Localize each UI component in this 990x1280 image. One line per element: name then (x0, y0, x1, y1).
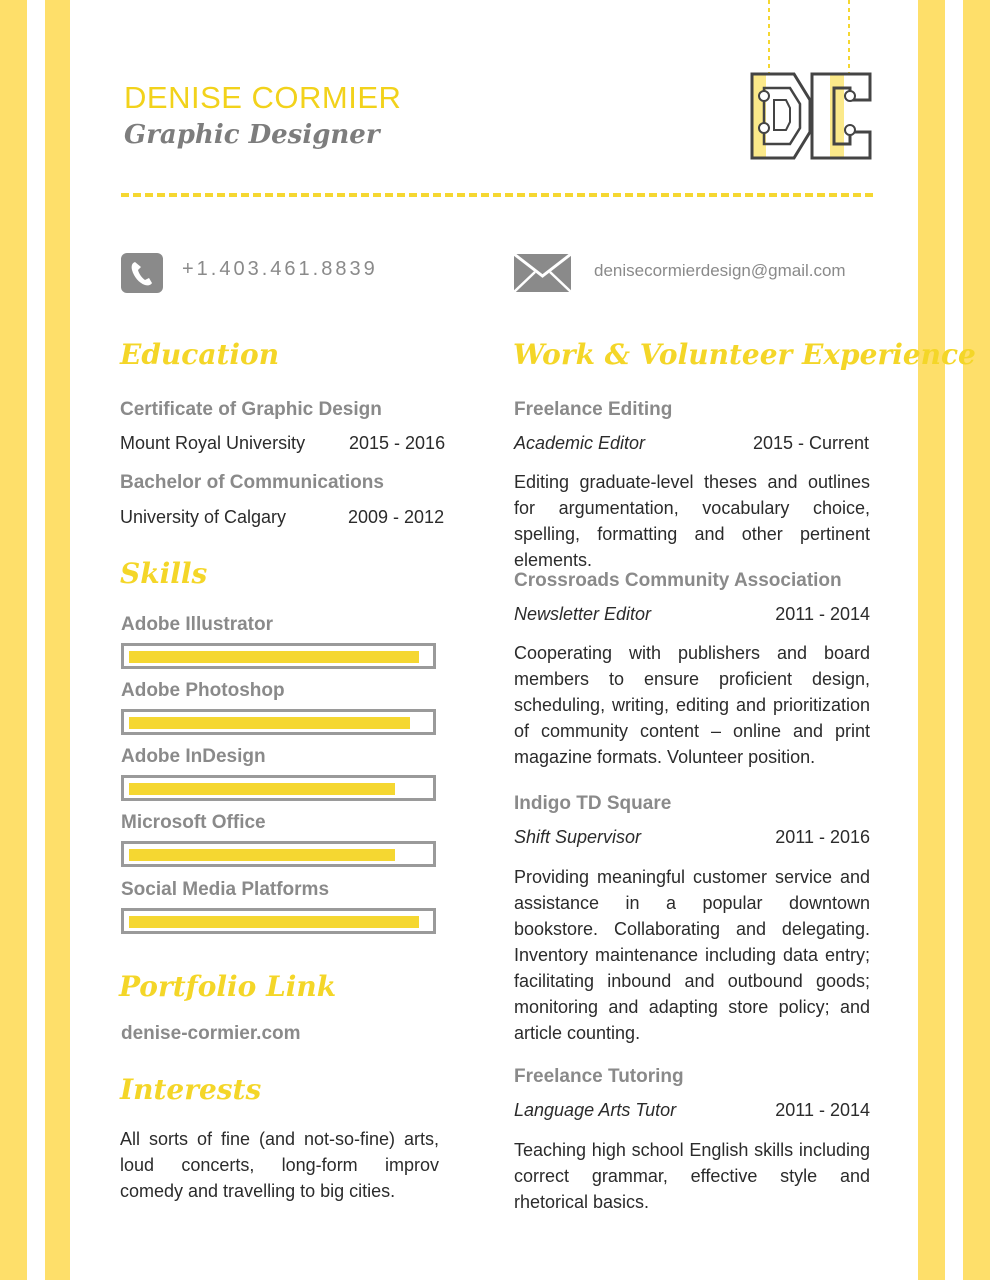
skill-name: Adobe Illustrator (121, 614, 274, 635)
experience-years-4: 2011 - 2014 (775, 1100, 870, 1120)
experience-org-3: Indigo TD Square (514, 793, 672, 814)
job-title: Graphic Designer (124, 120, 380, 150)
experience-desc-3: Providing meaningful customer service and assistance in a popular downtown bookstore. Collaborating and delegating. Inventory maintenance including data entry; facilitating inbound and outbound goods; monitoring and adapting store policy; and article counting. (514, 867, 870, 1043)
right-inner-stripe (918, 0, 945, 1280)
envelope-icon (514, 254, 571, 292)
experience-org-4: Freelance Tutoring (514, 1066, 684, 1087)
skill-name: Social Media Platforms (121, 879, 330, 900)
right-outer-stripe (963, 0, 990, 1280)
skill-name: Adobe Photoshop (121, 680, 285, 701)
experience-years-1: 2015 - Current (752, 433, 869, 453)
experience-desc-1: Editing graduate-level theses and outlines for argumentation, vocabulary choice, spelling, formatting and other pertinent elements. (514, 472, 870, 570)
skill-bar-fill (129, 849, 395, 861)
experience-desc-2: Cooperating with publishers and board members to ensure proficient design, scheduling, writing, editing and prioritization of community content – online and print magazine formats. Volunteer position. (514, 643, 870, 767)
experience-role-2: Newsletter Editor (514, 604, 652, 624)
portfolio-link[interactable]: denise-cormier.com (121, 1023, 301, 1044)
portfolio-heading: Portfolio Link (119, 970, 337, 1003)
experience-role-3: Shift Supervisor (514, 827, 642, 847)
skills-heading: Skills (120, 557, 208, 590)
phone-icon (121, 253, 163, 293)
experience-role-1: Academic Editor (514, 433, 646, 453)
left-outer-stripe (0, 0, 27, 1280)
skill-bar-fill (129, 717, 410, 729)
skill-bar-fill (129, 783, 395, 795)
skill-name: Microsoft Office (121, 812, 266, 833)
experience-desc-4: Teaching high school English skills including correct grammar, effective style and rhetorical basics. (514, 1140, 870, 1212)
education-years-1: 2015 - 2016 (349, 433, 446, 453)
experience-role-4: Language Arts Tutor (514, 1100, 677, 1120)
experience-years-3: 2011 - 2016 (775, 827, 870, 847)
candidate-name: DENISE CORMIER (124, 80, 402, 115)
education-school-2: University of Calgary (120, 507, 287, 527)
phone-number[interactable]: +1.403.461.8839 (182, 258, 378, 280)
interests-heading: Interests (120, 1073, 262, 1106)
education-years-2: 2009 - 2012 (348, 507, 445, 527)
skill-bar (121, 908, 436, 934)
education-heading: Education (120, 338, 280, 371)
experience-org-1: Freelance Editing (514, 399, 673, 420)
dc-logo-icon (750, 0, 872, 162)
left-inner-stripe (45, 0, 70, 1280)
email-address[interactable]: denisecormierdesign@gmail.com (594, 261, 846, 280)
education-school-1: Mount Royal University (120, 433, 306, 453)
skill-bar (121, 775, 436, 801)
skill-bar (121, 643, 436, 669)
experience-heading: Work & Volunteer Experience (513, 338, 976, 371)
interests-text: All sorts of fine (and not-so-fine) arts, loud concerts, long-form improv comedy and travelling to big cities. (120, 1129, 439, 1201)
skill-bar (121, 841, 436, 867)
skill-bar-fill (129, 651, 419, 663)
experience-org-2: Crossroads Community Association (514, 570, 842, 591)
skill-bar-fill (129, 916, 419, 928)
education-degree-1: Certificate of Graphic Design (120, 399, 382, 420)
experience-years-2: 2011 - 2014 (775, 604, 870, 624)
skill-bar (121, 709, 436, 735)
education-degree-2: Bachelor of Communications (120, 472, 384, 493)
skill-name: Adobe InDesign (121, 746, 266, 767)
header-divider (121, 193, 873, 197)
